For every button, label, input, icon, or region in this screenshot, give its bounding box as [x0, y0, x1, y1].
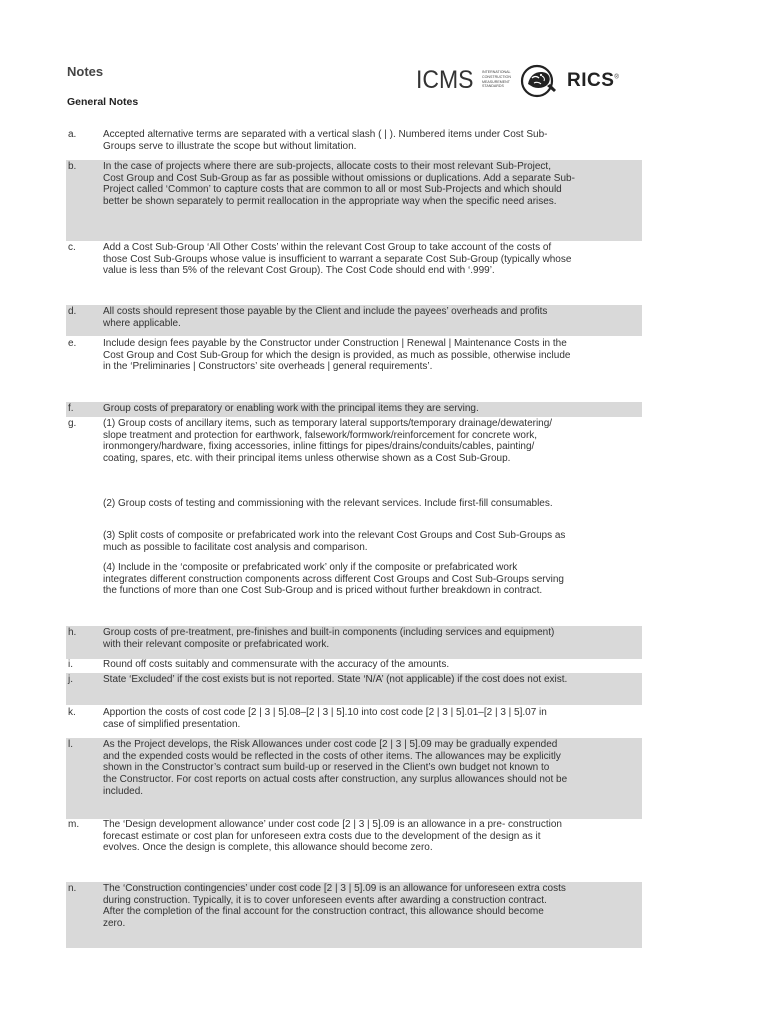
rics-logo-text: RICS — [567, 70, 615, 91]
note-letter: i. — [68, 659, 73, 670]
note-g — [66, 417, 642, 622]
logo-group — [416, 64, 646, 98]
note-l — [66, 738, 642, 819]
note-letter: j. — [68, 674, 73, 685]
note-c — [66, 241, 642, 301]
rics-logo: RICS® — [567, 70, 620, 91]
note-i — [66, 658, 642, 673]
note-paragraph-3: (3) Split costs of composite or prefabricated work into the relevant Cost Groups and Cost Sub-Groups as much as possible to facilitate cost analysis and comparison. — [103, 530, 566, 553]
note-text: Group costs of preparatory or enabling work with the principal items they are serving. — [103, 403, 479, 414]
note-f — [66, 402, 642, 417]
note-k — [66, 706, 642, 736]
icms-logo: ICMS — [416, 66, 474, 94]
note-letter: l. — [68, 739, 73, 750]
note-d — [66, 305, 642, 336]
icms-logo-tagline: INTERNATIONAL CONSTRUCTION MEASUREMENT STANDARDS — [482, 70, 511, 89]
note-text: Include design fees payable by the Constructor under Construction | Renewal | Maintenance Costs in the Cost Group and Cost Sub-Group for which the design is provided, as much as possible, otherwise include in the ‘Preliminaries | Constructors’ site overheads | general requirements’. — [103, 338, 571, 373]
note-j — [66, 673, 642, 705]
note-letter: f. — [68, 403, 74, 414]
note-letter: n. — [68, 883, 77, 894]
note-text: The ‘Design development allowance’ under cost code [2 | 3 | 5].09 is an allowance in a pre- construction forecast estimate or cost plan for unforeseen extra costs due to the development of the design as it evolves. Once the design is complete, this allowance should become zero. — [103, 819, 562, 854]
note-paragraph-2: (2) Group costs of testing and commissioning with the relevant services. Include first-fill consumables. — [103, 498, 553, 509]
note-text: Group costs of pre-treatment, pre-finishes and built-in components (including services and equipment) with their relevant composite or prefabricated work. — [103, 627, 555, 650]
note-h — [66, 626, 642, 659]
note-letter: h. — [68, 627, 77, 638]
note-letter: k. — [68, 707, 76, 718]
note-paragraph-1: (1) Group costs of ancillary items, such as temporary lateral supports/temporary drainage/dewatering/ slope treatment and protection for earthwork, falsework/formwork/reinforcement for concrete work, ironmongery/hardware, fixing accessories, inline fittings for pipes/drains/conduits/cables, painting/ coating, spares, etc. with their principal items unless otherwise shown as a Cost Sub-Group. — [103, 418, 553, 465]
note-text: All costs should represent those payable by the Client and include the payees’ overheads and profits where applicable. — [103, 306, 548, 329]
note-m — [66, 818, 642, 880]
note-a — [66, 128, 642, 154]
note-letter: g. — [68, 418, 77, 429]
note-letter: d. — [68, 306, 77, 317]
note-text: In the case of projects where there are sub-projects, allocate costs to their most relevant Sub-Project, Cost Group and Cost Sub-Group as far as possible without omissions or duplications. Add a separate Sub- Project called ‘Common’ to capture costs that are common to all or most Sub-Projects and which should better be shown separately to permit reallocation in the appropriate way when the specific need arises. — [103, 161, 575, 208]
note-text: As the Project develops, the Risk Allowances under cost code [2 | 3 | 5].09 may be gradually expended and the expended costs would be reflected in the costs of other items. The allowances may be explicitly shown in the Constructor’s contract sum build-up or reserved in the Client’s own budget not known to the Constructor. For cost reports on actual costs after construction, any surplus allowances should not be included. — [103, 739, 568, 797]
rics-lion-emblem-icon — [520, 64, 564, 98]
note-text: The ‘Construction contingencies’ under cost code [2 | 3 | 5].09 is an allowance for unforeseen extra costs during construction. Typically, it is to cover unforeseen events after awarding a construction contract. After the completion of the final account for the construction contract, this allowance should become zero. — [103, 883, 566, 930]
note-e — [66, 337, 642, 399]
note-paragraph-4: (4) Include in the ‘composite or prefabricated work’ only if the composite or prefabricated work integrates different construction components across different Cost Groups and Cost Sub-Groups serving the functions of more than one Cost Sub-Group and is priced without further breakdown in contract. — [103, 562, 564, 597]
note-text: Apportion the costs of cost code [2 | 3 | 5].08–[2 | 3 | 5].10 into cost code [2 | 3 | 5].01–[2 | 3 | 5].07 in case of simplified presentation. — [103, 707, 547, 730]
note-n — [66, 882, 642, 948]
note-letter: a. — [68, 129, 77, 140]
note-text: Add a Cost Sub-Group ‘All Other Costs’ within the relevant Cost Group to take account of the costs of those Cost Sub-Groups whose value is insufficient to warrant a separate Cost Sub-Group (typically whose value is less than 5% of the relevant Cost Group). The Cost Code should end with ‘.999’. — [103, 242, 572, 277]
note-letter: b. — [68, 161, 77, 172]
note-text: Round off costs suitably and commensurate with the accuracy of the amounts. — [103, 659, 450, 670]
note-letter: e. — [68, 338, 77, 349]
section-heading: General Notes — [67, 96, 139, 108]
note-text: State ‘Excluded’ if the cost exists but is not reported. State ‘N/A’ (not applicable) if the cost does not exist. — [103, 674, 568, 685]
note-letter: m. — [68, 819, 80, 830]
note-text: Accepted alternative terms are separated with a vertical slash ( | ). Numbered items under Cost Sub- Groups serve to illustrate the scope but without limitation. — [103, 129, 548, 152]
page-title: Notes — [67, 64, 104, 79]
note-b — [66, 160, 642, 241]
note-letter: c. — [68, 242, 76, 253]
